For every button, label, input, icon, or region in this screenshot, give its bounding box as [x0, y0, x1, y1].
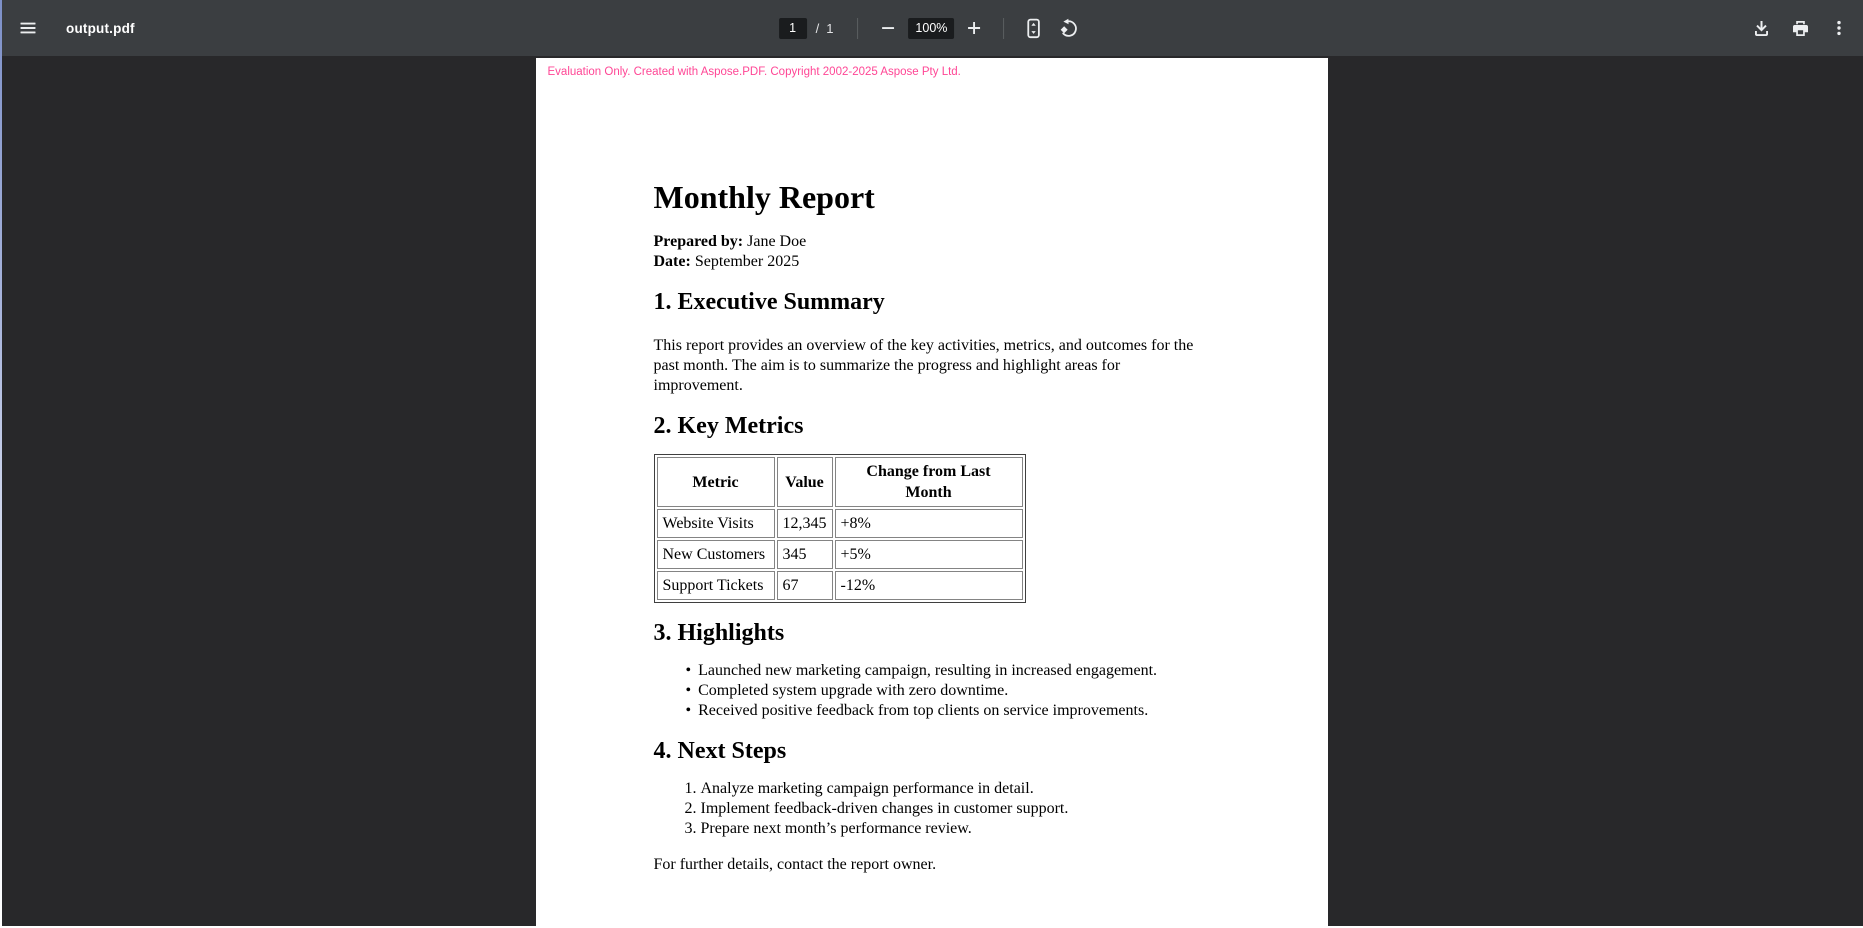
- menu-button[interactable]: [13, 13, 43, 43]
- cell-value: 345: [777, 540, 833, 569]
- print-button[interactable]: [1785, 13, 1815, 43]
- cell-change: +5%: [835, 540, 1023, 569]
- more-options-button[interactable]: [1824, 13, 1854, 43]
- page-of-separator: /: [815, 20, 820, 36]
- hamburger-icon: [19, 19, 37, 37]
- toolbar-divider: [1003, 18, 1004, 39]
- kebab-menu-icon: [1830, 19, 1848, 37]
- fit-to-page-button[interactable]: [1018, 13, 1048, 43]
- plus-icon: [967, 21, 981, 35]
- toolbar-right-controls: [1746, 13, 1863, 43]
- closing-paragraph: For further details, contact the report owner.: [653, 856, 937, 873]
- list-item: • Received positive feedback from top clients on service improvements.: [686, 701, 1210, 721]
- document-content: [536, 179, 1328, 875]
- executive-summary-paragraph: [654, 336, 1210, 396]
- highlights-list: [654, 661, 1210, 721]
- page-total: 1: [826, 20, 834, 36]
- fit-page-icon: [1025, 18, 1042, 39]
- zoom-level-display[interactable]: 100%: [908, 18, 954, 39]
- list-item: 2. Implement feedback-driven changes in customer support.: [701, 799, 1210, 819]
- section-heading-next-steps: 4. Next Steps: [653, 738, 787, 764]
- document-title: output.pdf: [66, 20, 135, 36]
- evaluation-watermark: Evaluation Only. Created with Aspose.PDF. Copyright 2002-2025 Aspose Pty Ltd.: [547, 66, 961, 78]
- page-number-input[interactable]: [779, 18, 807, 39]
- rotate-button[interactable]: [1054, 13, 1084, 43]
- date-value: September 2025: [690, 253, 800, 270]
- table-row: [657, 571, 1023, 600]
- cell-change: +8%: [835, 509, 1023, 538]
- zoom-out-button[interactable]: [873, 13, 903, 43]
- list-item: • Launched new marketing campaign, resulting in increased engagement.: [686, 661, 1210, 681]
- printer-icon: [1791, 19, 1810, 38]
- table-header-row: [657, 457, 1023, 507]
- column-header-value: Value: [777, 457, 833, 507]
- list-item: 3. Prepare next month’s performance review.: [701, 819, 1210, 839]
- date-label: Date:: [653, 253, 691, 270]
- column-header-change: Change from Last Month: [835, 457, 1023, 507]
- cell-metric: Support Tickets: [657, 571, 775, 600]
- minus-icon: [881, 21, 895, 35]
- pdf-viewport[interactable]: [0, 56, 1863, 928]
- date-line: [654, 252, 1210, 272]
- section-heading-key-metrics: 2. Key Metrics: [653, 413, 804, 439]
- table-row: [657, 540, 1023, 569]
- column-header-metric: Metric: [657, 457, 775, 507]
- report-meta: [654, 232, 1210, 272]
- prepared-by-value: Jane Doe: [743, 233, 807, 250]
- paragraph-line: past month. The aim is to summarize the progress and highlight areas for: [653, 357, 1121, 374]
- window-left-edge: [0, 0, 2, 928]
- prepared-by-line: [654, 232, 1210, 252]
- rotate-counterclockwise-icon: [1059, 18, 1080, 39]
- page-count: [816, 21, 834, 36]
- download-icon: [1752, 19, 1771, 38]
- next-steps-list: [654, 779, 1210, 839]
- list-item: • Completed system upgrade with zero downtime.: [686, 681, 1210, 701]
- key-metrics-table: [654, 454, 1026, 603]
- section-heading-executive-summary: 1. Executive Summary: [653, 289, 885, 315]
- zoom-in-button[interactable]: [959, 13, 989, 43]
- prepared-by-label: Prepared by:: [653, 233, 744, 250]
- report-title: Monthly Report: [653, 179, 875, 215]
- paragraph-line: improvement.: [653, 377, 743, 394]
- paragraph-line: This report provides an overview of the key activities, metrics, and outcomes for the: [653, 337, 1194, 354]
- section-heading-highlights: 3. Highlights: [653, 620, 785, 646]
- pdf-toolbar: [0, 0, 1863, 56]
- cell-value: 67: [777, 571, 833, 600]
- cell-value: 12,345: [777, 509, 833, 538]
- toolbar-divider: [857, 18, 858, 39]
- toolbar-center-controls: [779, 0, 1085, 56]
- list-item: 1. Analyze marketing campaign performance in detail.: [701, 779, 1210, 799]
- download-button[interactable]: [1746, 13, 1776, 43]
- cell-change: -12%: [835, 571, 1023, 600]
- cell-metric: New Customers: [657, 540, 775, 569]
- table-row: [657, 509, 1023, 538]
- pdf-page: [536, 58, 1328, 928]
- cell-metric: Website Visits: [657, 509, 775, 538]
